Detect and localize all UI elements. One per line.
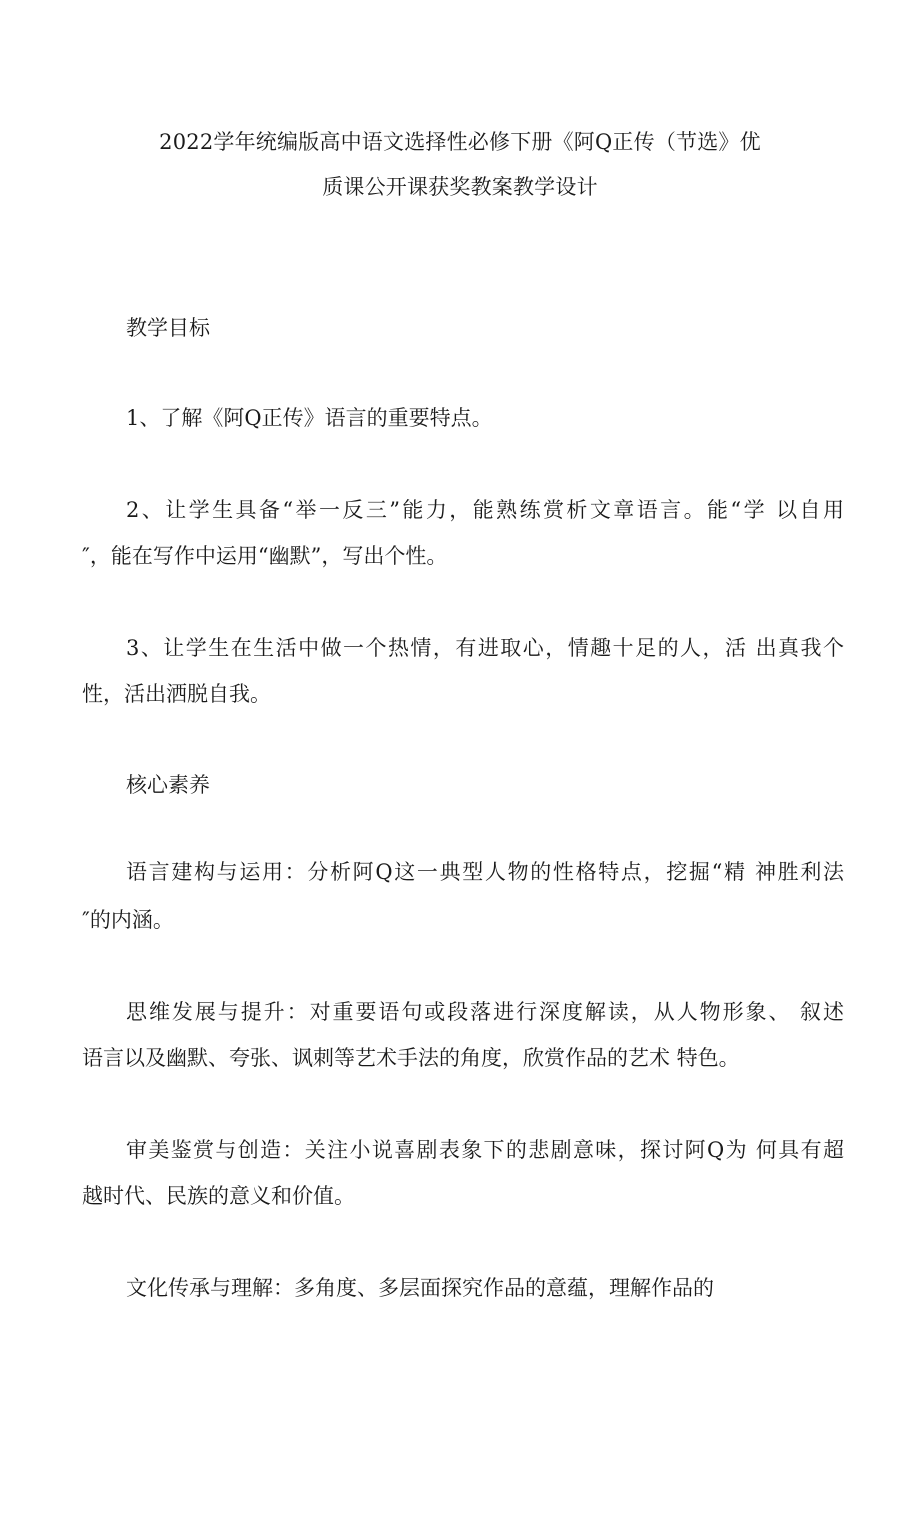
objective-3-line-2: 性，活出洒脱自我。 [82, 682, 271, 706]
literacy-3-line-2: 越时代、民族的意义和价值。 [82, 1184, 355, 1208]
literacy-2-line-1: 思维发展与提升：对重要语句或段落进行深度解读，从人物形象、 叙述 [126, 1000, 844, 1024]
objective-2-line-2: ″，能在写作中运用“幽默”，写出个性。 [82, 544, 448, 568]
literacy-3-line-1: 审美鉴赏与创造：关注小说喜剧表象下的悲剧意味，探讨阿Q为 何具有超 [126, 1138, 844, 1162]
objectives-heading: 教学目标 [126, 316, 210, 340]
literacy-1-line-1: 语言建构与运用：分析阿Q这一典型人物的性格特点，挖掘“精 神胜利法 [126, 860, 844, 884]
objective-3-line-1: 3、让学生在生活中做一个热情，有进取心，情趣十足的人，活 出真我个 [126, 636, 844, 660]
document-title-line-2: 质课公开课获奖教案教学设计 [322, 175, 598, 199]
objective-1: 1、了解《阿Q正传》语言的重要特点。 [126, 406, 493, 430]
objective-2-line-1: 2、让学生具备“举一反三”能力，能熟练赏析文章语言。能“学 以自用 [126, 498, 844, 522]
literacy-2-line-2: 语言以及幽默、夸张、讽刺等艺术手法的角度，欣赏作品的艺术 特色。 [82, 1046, 740, 1070]
literacy-1-line-2: ″的内涵。 [82, 908, 174, 932]
literacy-heading: 核心素养 [126, 773, 210, 797]
document-title-line-1: 2022学年统编版高中语文选择性必修下册《阿Q正传（节选》优 [159, 130, 761, 154]
literacy-4-line-1: 文化传承与理解：多角度、多层面探究作品的意蕴，理解作品的 [126, 1276, 714, 1300]
